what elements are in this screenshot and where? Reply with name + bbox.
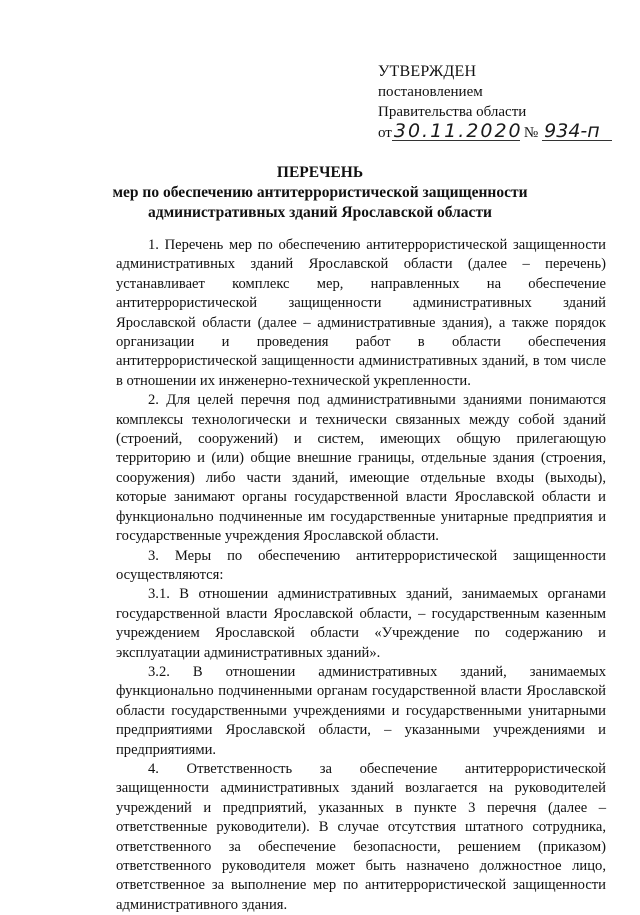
title-heading: ПЕРЕЧЕНЬ	[276, 164, 364, 181]
approval-line-2: Правительства области	[378, 104, 527, 120]
paragraph-1: 1. Перечень мер по обеспечению антитеррористической защищенности административных зданий Ярославской области (далее – перечень) устанавливает комплекс мер, направленных на обеспечение антитеррористической защищенности административных зданий Ярославской области (далее – административные здания), а также порядок организации и проведения работ в области обеспечения антитеррористической защищенности административных зданий, в том числе в отношении их инженерно-технической укрепленности.	[116, 237, 606, 389]
approval-stamp: УТВЕРЖДЕН	[378, 63, 477, 80]
handwritten-number: 934-п	[542, 122, 612, 141]
paragraph-4: 4. Ответственность за обеспечение антитеррористической защищенности административных зданий возлагается на руководителей учреждений и предприятий, указанных в пункте 3 перечня (далее – ответственные руководители). В случае отсутствия штатного сотрудника, ответственного за обеспечение безопасности, решением (приказом) ответственного руководителя может быть назначено должностное лицо, ответственное за выполнение мер по антитеррористической защищенности административного здания.	[116, 760, 606, 913]
paragraph-3-1: 3.1. В отношении административных зданий, занимаемых органами государственной власти Ярославской области, – государственным казенным учреждением Ярославской области «Учреждение по содержанию и эксплуатации административных зданий».	[116, 586, 606, 661]
number-label: №	[523, 125, 539, 141]
document-body	[116, 236, 606, 915]
paragraph-3-2: 3.2. В отношении административных зданий, занимаемых функционально подчиненными органам государственной власти Ярославской области государственными учреждениями и государственными унитарными предприятиями Ярославской области, – указанными учреждениями и предприятиями.	[116, 663, 606, 758]
handwritten-date: 30.11.2020	[393, 120, 523, 142]
document-title	[0, 163, 640, 223]
approval-line-1: постановлением	[378, 84, 483, 100]
approval-date-line	[378, 122, 612, 143]
approval-block	[378, 62, 612, 143]
paragraph-3: 3. Меры по обеспечению антитеррористической защищенности осуществляются:	[116, 547, 606, 583]
title-line-1: мер по обеспечению антитеррористической защищенности	[112, 184, 528, 201]
paragraph-2: 2. Для целей перечня под административными зданиями понимаются комплексы технологически и технически связанных между собой зданий (строений, сооружений) и систем, имеющих общую прилегающую территорию и (или) общие внешние границы, отдельные здания (строения, сооружения) либо части зданий, имеющие отдельные входы (выходы), которые занимают органы государственной власти Ярославской области и функционально подчиненные им государственные унитарные предприятия и государственные учреждения Ярославской области.	[116, 392, 606, 545]
from-label: от	[378, 125, 392, 141]
title-line-2: административных зданий Ярославской области	[148, 204, 492, 221]
